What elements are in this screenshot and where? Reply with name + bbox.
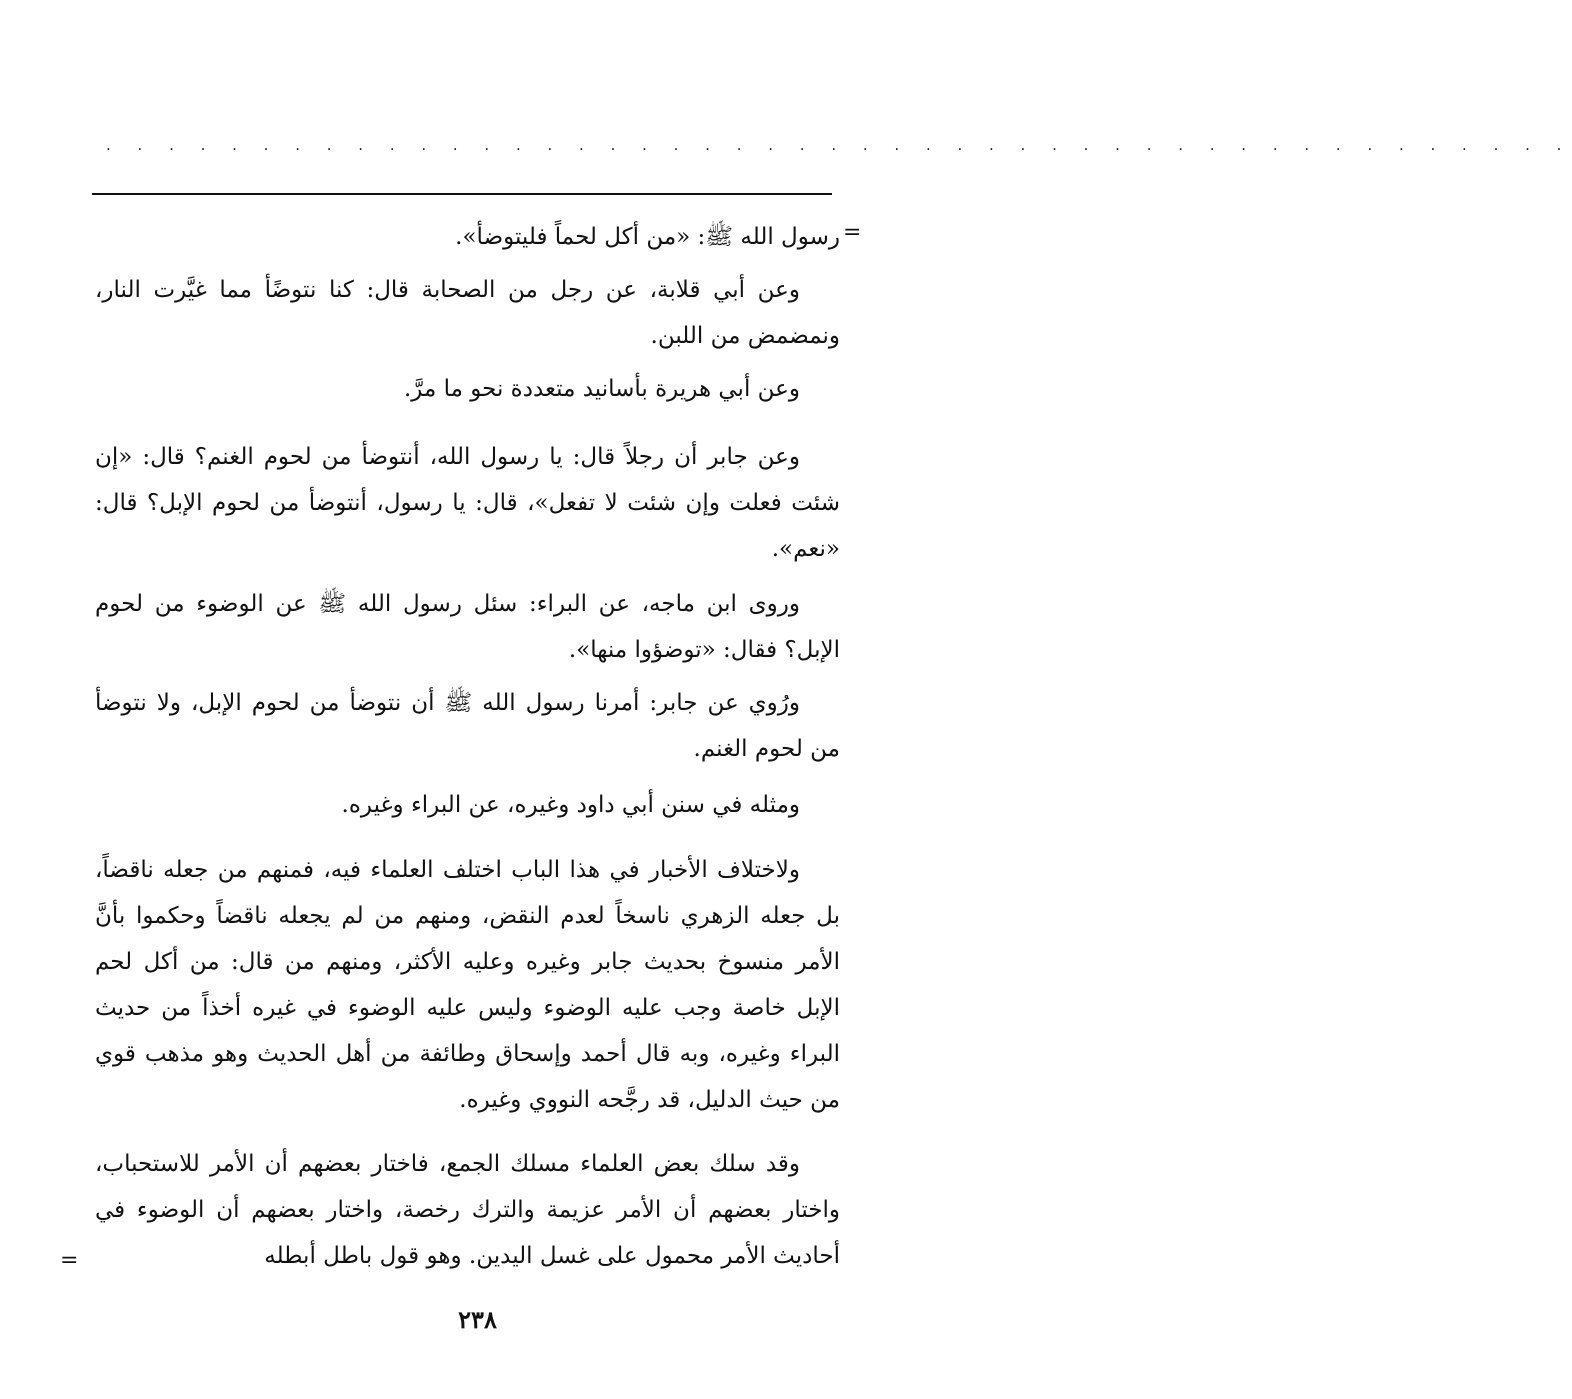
paragraph-2: وعن أبي قلابة، عن رجل من الصحابة قال: كنا نتوضًأ مما غيَّرت النار، ونمضمض من اللبن. [95,277,840,349]
dotted-separator: . . . . . . . . . . . . . . . . . . . . . . . . . . . . . . . . . . . . . . . . . . . . . . . [106,136,1572,154]
paragraph-3: وعن أبي هريرة بأسانيد متعددة نحو ما مرَّ. [403,376,800,402]
continuation-mark-bottom: = [60,1248,79,1273]
paragraph-6: ورُوي عن جابر: أمرنا رسول الله ﷺ أن نتوضأ من لحوم الإبل، ولا نتوضأ من لحوم الغنم. [95,690,840,762]
paragraph-1: رسول الله ﷺ: «من أكل لحماً فليتوضأ». [455,224,840,250]
paragraph-5: وروى ابن ماجه، عن البراء: سئل رسول الله ﷺ عن الوضوء من لحوم الإبل؟ فقال: «توضؤوا منها». [95,591,840,663]
paragraph-9: وقد سلك بعض العلماء مسلك الجمع، فاختار بعضهم أن الأمر للاستحباب، واختار بعضهم أن الأمر عزيمة والترك رخصة، واختار بعضهم أن الوضوء في أحاديث الأمر محمول على غسل اليدين. وهو قول باطل أبطله [95,1151,840,1269]
horizontal-rule [92,193,832,195]
paragraph-7: ومثله في سنن أبي داود وغيره، عن البراء وغيره. [341,792,800,818]
continuation-mark-top: = [843,220,862,245]
paragraph-8: ولاختلاف الأخبار في هذا الباب اختلف العلماء فيه، فمنهم من جعله ناقضاً، بل جعله الزهري ناسخاً لعدم النقض، ومنهم من لم يجعله ناقضاً وحكموا بأنَّ الأمر منسوخ بحديث جابر وغيره وعليه الأكثر، ومنهم من قال: من أكل لحم الإبل خاصة وجب عليه الوضوء وليس عليه الوضوء في غيره أخذاً من حديث البراء وغيره، وبه قال أحمد وإسحاق وطائفة من أهل الحديث وهو مذهب قوي من حيث الدليل، قد رجَّحه النووي وغيره. [95,857,840,1113]
paragraph-4: وعن جابر أن رجلاً قال: يا رسول الله، أنتوضأ من لحوم الغنم؟ قال: «إن شئت فعلت وإن شئت لا تفعل»، قال: يا رسول، أنتوضأ من لحوم الإبل؟ قال: «نعم». [95,444,840,562]
page-number: ٢٣٨ [458,1305,497,1334]
